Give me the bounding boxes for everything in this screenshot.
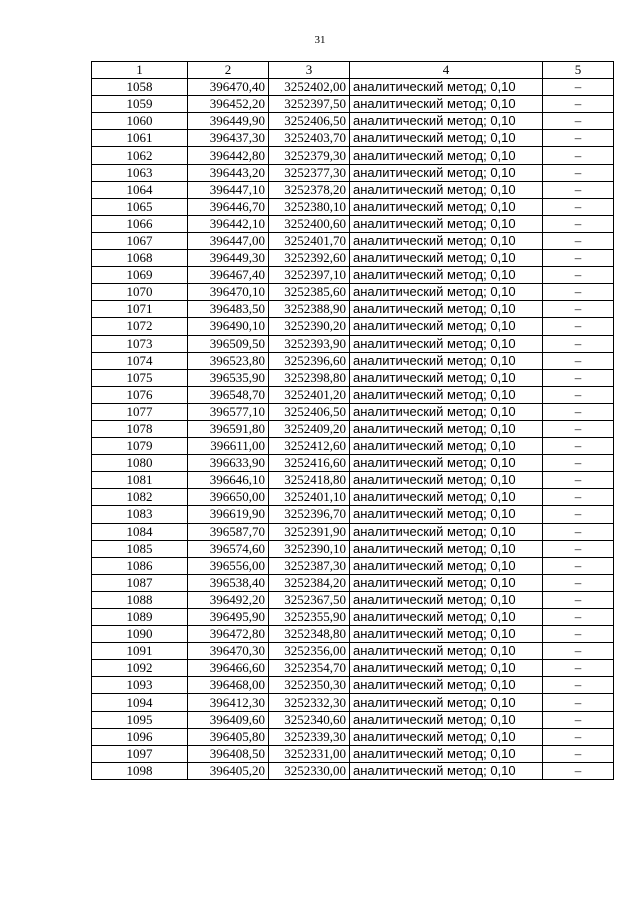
y-coordinate-cell: 3252380,10 — [269, 198, 350, 215]
y-coordinate-cell: 3252398,80 — [269, 369, 350, 386]
table-row — [92, 352, 614, 369]
table-row — [92, 250, 614, 267]
table-row — [92, 489, 614, 506]
x-coordinate-cell: 396470,10 — [188, 284, 269, 301]
point-number-cell: 1074 — [92, 352, 188, 369]
table-row — [92, 386, 614, 403]
y-coordinate-cell: 3252393,90 — [269, 335, 350, 352]
note-cell: – — [543, 643, 614, 660]
point-number-cell: 1072 — [92, 318, 188, 335]
point-number-cell: 1092 — [92, 660, 188, 677]
x-coordinate-cell: 396646,10 — [188, 472, 269, 489]
y-coordinate-cell: 3252400,60 — [269, 215, 350, 232]
table-row — [92, 728, 614, 745]
x-coordinate-cell: 396470,30 — [188, 643, 269, 660]
y-coordinate-cell: 3252409,20 — [269, 420, 350, 437]
y-coordinate-cell: 3252332,30 — [269, 694, 350, 711]
note-cell: – — [543, 557, 614, 574]
x-coordinate-cell: 396535,90 — [188, 369, 269, 386]
point-number-cell: 1059 — [92, 96, 188, 113]
y-coordinate-cell: 3252402,00 — [269, 79, 350, 96]
x-coordinate-cell: 396611,00 — [188, 438, 269, 455]
note-cell: – — [543, 694, 614, 711]
y-coordinate-cell: 3252390,20 — [269, 318, 350, 335]
point-number-cell: 1082 — [92, 489, 188, 506]
method-accuracy-cell: аналитический метод; 0,10 — [350, 96, 543, 113]
point-number-cell: 1091 — [92, 643, 188, 660]
note-cell: – — [543, 523, 614, 540]
point-number-cell: 1065 — [92, 198, 188, 215]
point-number-cell: 1067 — [92, 232, 188, 249]
x-coordinate-cell: 396409,60 — [188, 711, 269, 728]
table-row — [92, 318, 614, 335]
x-coordinate-cell: 396492,20 — [188, 591, 269, 608]
y-coordinate-cell: 3252412,60 — [269, 438, 350, 455]
x-coordinate-cell: 396490,10 — [188, 318, 269, 335]
note-cell: – — [543, 728, 614, 745]
method-accuracy-cell: аналитический метод; 0,10 — [350, 386, 543, 403]
point-number-cell: 1076 — [92, 386, 188, 403]
x-coordinate-cell: 396495,90 — [188, 609, 269, 626]
x-coordinate-cell: 396449,90 — [188, 113, 269, 130]
note-cell: – — [543, 660, 614, 677]
y-coordinate-cell: 3252340,60 — [269, 711, 350, 728]
point-number-cell: 1081 — [92, 472, 188, 489]
x-coordinate-cell: 396468,00 — [188, 677, 269, 694]
note-cell: – — [543, 626, 614, 643]
point-number-cell: 1087 — [92, 574, 188, 591]
note-cell: – — [543, 301, 614, 318]
note-cell: – — [543, 403, 614, 420]
method-accuracy-cell: аналитический метод; 0,10 — [350, 369, 543, 386]
x-coordinate-cell: 396405,20 — [188, 762, 269, 779]
point-number-cell: 1066 — [92, 215, 188, 232]
y-coordinate-cell: 3252356,00 — [269, 643, 350, 660]
y-coordinate-cell: 3252397,10 — [269, 267, 350, 284]
x-coordinate-cell: 396412,30 — [188, 694, 269, 711]
table-row — [92, 79, 614, 96]
note-cell: – — [543, 677, 614, 694]
x-coordinate-cell: 396405,80 — [188, 728, 269, 745]
y-coordinate-cell: 3252354,70 — [269, 660, 350, 677]
note-cell: – — [543, 250, 614, 267]
x-coordinate-cell: 396408,50 — [188, 745, 269, 762]
method-accuracy-cell: аналитический метод; 0,10 — [350, 694, 543, 711]
x-coordinate-cell: 396650,00 — [188, 489, 269, 506]
table-row — [92, 284, 614, 301]
method-accuracy-cell: аналитический метод; 0,10 — [350, 232, 543, 249]
point-number-cell: 1090 — [92, 626, 188, 643]
table-row — [92, 643, 614, 660]
method-accuracy-cell: аналитический метод; 0,10 — [350, 420, 543, 437]
method-accuracy-cell: аналитический метод; 0,10 — [350, 557, 543, 574]
method-accuracy-cell: аналитический метод; 0,10 — [350, 609, 543, 626]
table-row — [92, 694, 614, 711]
method-accuracy-cell: аналитический метод; 0,10 — [350, 113, 543, 130]
table-row — [92, 164, 614, 181]
table-row — [92, 455, 614, 472]
note-cell: – — [543, 198, 614, 215]
column-header: 5 — [543, 62, 614, 79]
point-number-cell: 1084 — [92, 523, 188, 540]
point-number-cell: 1062 — [92, 147, 188, 164]
note-cell: – — [543, 79, 614, 96]
note-cell: – — [543, 164, 614, 181]
table-row — [92, 660, 614, 677]
table-row — [92, 198, 614, 215]
point-number-cell: 1085 — [92, 540, 188, 557]
x-coordinate-cell: 396442,80 — [188, 147, 269, 164]
y-coordinate-cell: 3252418,80 — [269, 472, 350, 489]
coordinates-table — [91, 61, 614, 780]
point-number-cell: 1094 — [92, 694, 188, 711]
note-cell: – — [543, 267, 614, 284]
table-row — [92, 523, 614, 540]
note-cell: – — [543, 540, 614, 557]
note-cell: – — [543, 335, 614, 352]
x-coordinate-cell: 396574,60 — [188, 540, 269, 557]
point-number-cell: 1080 — [92, 455, 188, 472]
y-coordinate-cell: 3252350,30 — [269, 677, 350, 694]
note-cell: – — [543, 232, 614, 249]
y-coordinate-cell: 3252331,00 — [269, 745, 350, 762]
note-cell: – — [543, 472, 614, 489]
y-coordinate-cell: 3252387,30 — [269, 557, 350, 574]
table-row — [92, 96, 614, 113]
method-accuracy-cell: аналитический метод; 0,10 — [350, 677, 543, 694]
note-cell: – — [543, 318, 614, 335]
note-cell: – — [543, 130, 614, 147]
note-cell: – — [543, 574, 614, 591]
y-coordinate-cell: 3252401,70 — [269, 232, 350, 249]
y-coordinate-cell: 3252384,20 — [269, 574, 350, 591]
table-body — [92, 79, 614, 780]
note-cell: – — [543, 420, 614, 437]
table-row — [92, 626, 614, 643]
method-accuracy-cell: аналитический метод; 0,10 — [350, 215, 543, 232]
note-cell: – — [543, 489, 614, 506]
note-cell: – — [543, 215, 614, 232]
y-coordinate-cell: 3252355,90 — [269, 609, 350, 626]
point-number-cell: 1093 — [92, 677, 188, 694]
y-coordinate-cell: 3252397,50 — [269, 96, 350, 113]
note-cell: – — [543, 147, 614, 164]
x-coordinate-cell: 396483,50 — [188, 301, 269, 318]
table-row — [92, 506, 614, 523]
table-row — [92, 420, 614, 437]
method-accuracy-cell: аналитический метод; 0,10 — [350, 181, 543, 198]
x-coordinate-cell: 396538,40 — [188, 574, 269, 591]
point-number-cell: 1058 — [92, 79, 188, 96]
point-number-cell: 1073 — [92, 335, 188, 352]
note-cell: – — [543, 369, 614, 386]
x-coordinate-cell: 396472,80 — [188, 626, 269, 643]
method-accuracy-cell: аналитический метод; 0,10 — [350, 489, 543, 506]
column-header: 1 — [92, 62, 188, 79]
point-number-cell: 1060 — [92, 113, 188, 130]
point-number-cell: 1075 — [92, 369, 188, 386]
method-accuracy-cell: аналитический метод; 0,10 — [350, 660, 543, 677]
method-accuracy-cell: аналитический метод; 0,10 — [350, 284, 543, 301]
note-cell: – — [543, 711, 614, 728]
point-number-cell: 1078 — [92, 420, 188, 437]
table-row — [92, 301, 614, 318]
method-accuracy-cell: аналитический метод; 0,10 — [350, 711, 543, 728]
x-coordinate-cell: 396591,80 — [188, 420, 269, 437]
y-coordinate-cell: 3252401,20 — [269, 386, 350, 403]
x-coordinate-cell: 396442,10 — [188, 215, 269, 232]
table-row — [92, 540, 614, 557]
x-coordinate-cell: 396467,40 — [188, 267, 269, 284]
x-coordinate-cell: 396556,00 — [188, 557, 269, 574]
point-number-cell: 1071 — [92, 301, 188, 318]
table-row — [92, 113, 614, 130]
note-cell: – — [543, 762, 614, 779]
table-row — [92, 403, 614, 420]
table-row — [92, 232, 614, 249]
table-row — [92, 557, 614, 574]
note-cell: – — [543, 745, 614, 762]
table-row — [92, 745, 614, 762]
table-row — [92, 574, 614, 591]
point-number-cell: 1086 — [92, 557, 188, 574]
table-row — [92, 335, 614, 352]
table-row — [92, 609, 614, 626]
point-number-cell: 1083 — [92, 506, 188, 523]
method-accuracy-cell: аналитический метод; 0,10 — [350, 745, 543, 762]
point-number-cell: 1069 — [92, 267, 188, 284]
y-coordinate-cell: 3252378,20 — [269, 181, 350, 198]
method-accuracy-cell: аналитический метод; 0,10 — [350, 318, 543, 335]
point-number-cell: 1089 — [92, 609, 188, 626]
method-accuracy-cell: аналитический метод; 0,10 — [350, 164, 543, 181]
y-coordinate-cell: 3252401,10 — [269, 489, 350, 506]
table-row — [92, 677, 614, 694]
point-number-cell: 1070 — [92, 284, 188, 301]
method-accuracy-cell: аналитический метод; 0,10 — [350, 403, 543, 420]
table-row — [92, 438, 614, 455]
x-coordinate-cell: 396449,30 — [188, 250, 269, 267]
x-coordinate-cell: 396577,10 — [188, 403, 269, 420]
x-coordinate-cell: 396619,90 — [188, 506, 269, 523]
table-header-row — [92, 62, 614, 79]
note-cell: – — [543, 284, 614, 301]
point-number-cell: 1068 — [92, 250, 188, 267]
method-accuracy-cell: аналитический метод; 0,10 — [350, 506, 543, 523]
y-coordinate-cell: 3252367,50 — [269, 591, 350, 608]
method-accuracy-cell: аналитический метод; 0,10 — [350, 574, 543, 591]
table-row — [92, 267, 614, 284]
method-accuracy-cell: аналитический метод; 0,10 — [350, 79, 543, 96]
y-coordinate-cell: 3252330,00 — [269, 762, 350, 779]
x-coordinate-cell: 396523,80 — [188, 352, 269, 369]
point-number-cell: 1061 — [92, 130, 188, 147]
table-row — [92, 472, 614, 489]
point-number-cell: 1079 — [92, 438, 188, 455]
column-header: 2 — [188, 62, 269, 79]
method-accuracy-cell: аналитический метод; 0,10 — [350, 540, 543, 557]
note-cell: – — [543, 181, 614, 198]
x-coordinate-cell: 396443,20 — [188, 164, 269, 181]
point-number-cell: 1064 — [92, 181, 188, 198]
y-coordinate-cell: 3252348,80 — [269, 626, 350, 643]
note-cell: – — [543, 591, 614, 608]
method-accuracy-cell: аналитический метод; 0,10 — [350, 147, 543, 164]
method-accuracy-cell: аналитический метод; 0,10 — [350, 762, 543, 779]
x-coordinate-cell: 396447,00 — [188, 232, 269, 249]
y-coordinate-cell: 3252391,90 — [269, 523, 350, 540]
y-coordinate-cell: 3252406,50 — [269, 113, 350, 130]
y-coordinate-cell: 3252379,30 — [269, 147, 350, 164]
x-coordinate-cell: 396587,70 — [188, 523, 269, 540]
note-cell: – — [543, 113, 614, 130]
y-coordinate-cell: 3252390,10 — [269, 540, 350, 557]
point-number-cell: 1096 — [92, 728, 188, 745]
point-number-cell: 1088 — [92, 591, 188, 608]
table-row — [92, 147, 614, 164]
y-coordinate-cell: 3252377,30 — [269, 164, 350, 181]
point-number-cell: 1098 — [92, 762, 188, 779]
table-row — [92, 711, 614, 728]
x-coordinate-cell: 396548,70 — [188, 386, 269, 403]
table-row — [92, 181, 614, 198]
method-accuracy-cell: аналитический метод; 0,10 — [350, 728, 543, 745]
x-coordinate-cell: 396466,60 — [188, 660, 269, 677]
column-header: 4 — [350, 62, 543, 79]
method-accuracy-cell: аналитический метод; 0,10 — [350, 455, 543, 472]
method-accuracy-cell: аналитический метод; 0,10 — [350, 643, 543, 660]
table-row — [92, 591, 614, 608]
note-cell: – — [543, 506, 614, 523]
note-cell: – — [543, 609, 614, 626]
x-coordinate-cell: 396437,30 — [188, 130, 269, 147]
method-accuracy-cell: аналитический метод; 0,10 — [350, 352, 543, 369]
page-number: 31 — [314, 34, 326, 46]
point-number-cell: 1095 — [92, 711, 188, 728]
table-row — [92, 369, 614, 386]
point-number-cell: 1077 — [92, 403, 188, 420]
method-accuracy-cell: аналитический метод; 0,10 — [350, 250, 543, 267]
y-coordinate-cell: 3252416,60 — [269, 455, 350, 472]
note-cell: – — [543, 455, 614, 472]
y-coordinate-cell: 3252396,70 — [269, 506, 350, 523]
method-accuracy-cell: аналитический метод; 0,10 — [350, 130, 543, 147]
x-coordinate-cell: 396509,50 — [188, 335, 269, 352]
y-coordinate-cell: 3252406,50 — [269, 403, 350, 420]
table-row — [92, 215, 614, 232]
method-accuracy-cell: аналитический метод; 0,10 — [350, 591, 543, 608]
y-coordinate-cell: 3252385,60 — [269, 284, 350, 301]
method-accuracy-cell: аналитический метод; 0,10 — [350, 198, 543, 215]
x-coordinate-cell: 396446,70 — [188, 198, 269, 215]
x-coordinate-cell: 396470,40 — [188, 79, 269, 96]
x-coordinate-cell: 396447,10 — [188, 181, 269, 198]
point-number-cell: 1063 — [92, 164, 188, 181]
method-accuracy-cell: аналитический метод; 0,10 — [350, 472, 543, 489]
column-header: 3 — [269, 62, 350, 79]
y-coordinate-cell: 3252339,30 — [269, 728, 350, 745]
table-row — [92, 130, 614, 147]
note-cell: – — [543, 438, 614, 455]
y-coordinate-cell: 3252403,70 — [269, 130, 350, 147]
note-cell: – — [543, 352, 614, 369]
x-coordinate-cell: 396633,90 — [188, 455, 269, 472]
method-accuracy-cell: аналитический метод; 0,10 — [350, 438, 543, 455]
y-coordinate-cell: 3252392,60 — [269, 250, 350, 267]
note-cell: – — [543, 96, 614, 113]
x-coordinate-cell: 396452,20 — [188, 96, 269, 113]
method-accuracy-cell: аналитический метод; 0,10 — [350, 301, 543, 318]
method-accuracy-cell: аналитический метод; 0,10 — [350, 267, 543, 284]
method-accuracy-cell: аналитический метод; 0,10 — [350, 335, 543, 352]
method-accuracy-cell: аналитический метод; 0,10 — [350, 523, 543, 540]
note-cell: – — [543, 386, 614, 403]
point-number-cell: 1097 — [92, 745, 188, 762]
method-accuracy-cell: аналитический метод; 0,10 — [350, 626, 543, 643]
y-coordinate-cell: 3252396,60 — [269, 352, 350, 369]
table-row — [92, 762, 614, 779]
y-coordinate-cell: 3252388,90 — [269, 301, 350, 318]
